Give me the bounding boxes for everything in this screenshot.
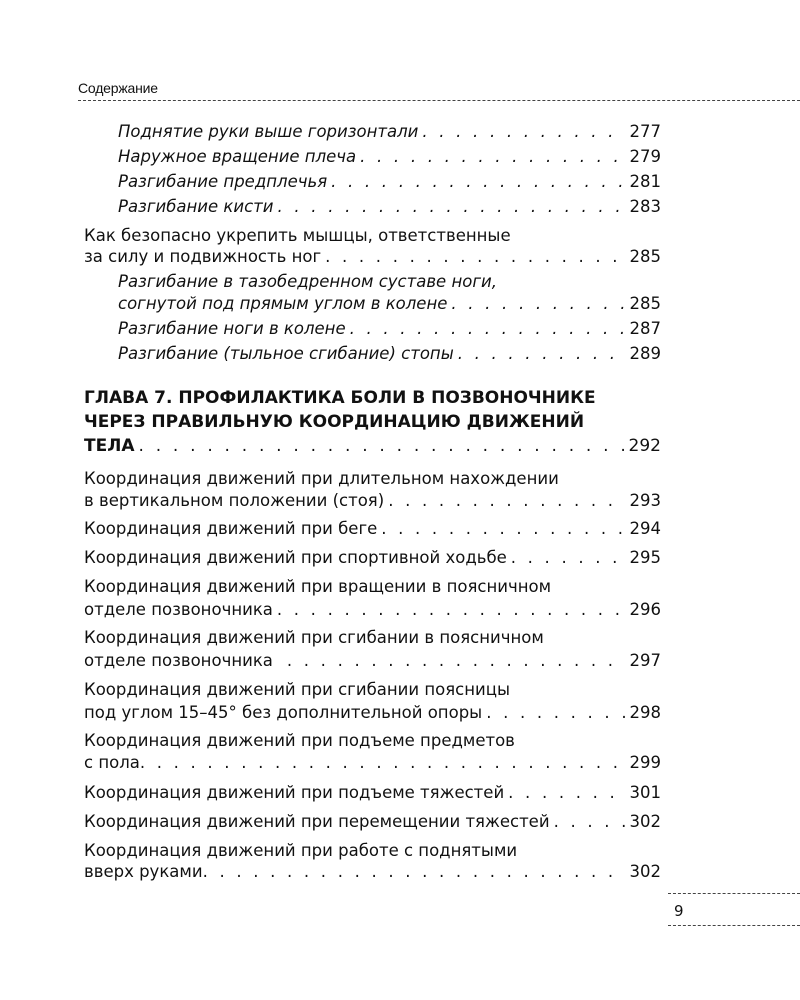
toc-entry-title: Разгибание ноги в колене (118, 319, 346, 338)
toc-page-number: 302 (629, 862, 661, 881)
header-divider (78, 100, 800, 101)
leader-dots (140, 753, 626, 773)
toc-entry-title: Разгибание кисти (118, 197, 274, 216)
toc-entry-title: Координация движений при перемещении тяжестей (84, 812, 550, 831)
toc-page-number: 289 (629, 344, 661, 363)
toc-page-number: 283 (629, 197, 661, 216)
toc-entry[interactable] (84, 651, 661, 671)
leader-dots (388, 491, 625, 511)
toc-entry-title: в вертикальном положении (стоя) (84, 491, 385, 510)
toc-entry-title: с пола (84, 753, 140, 772)
toc-entry-title-line1: Координация движений при сгибании в поясничном (84, 628, 544, 647)
toc-page-number: 293 (629, 491, 661, 510)
toc-entry-title: Разгибание предплечья (118, 172, 328, 191)
leader-dots (139, 436, 625, 456)
leader-dots (331, 172, 625, 192)
toc-entry-title-line1: Как безопасно укрепить мышцы, ответственные (84, 226, 511, 245)
leader-dots (360, 147, 625, 167)
toc-entry[interactable] (84, 247, 661, 267)
toc-entry-title-line1: Координация движений при сгибании поясницы (84, 680, 510, 699)
toc-entry-title: ТЕЛА (84, 436, 135, 456)
toc-page-number: 277 (629, 122, 661, 141)
toc-page-number: 299 (629, 753, 661, 772)
toc-entry[interactable] (118, 197, 661, 217)
leader-dots (325, 247, 625, 267)
toc-page-number: 292 (628, 436, 661, 456)
toc-entry-title: за силу и подвижность ног (84, 247, 322, 266)
leader-dots (554, 812, 626, 832)
leader-dots (422, 122, 625, 142)
toc-entry[interactable] (118, 319, 661, 339)
leader-dots (287, 651, 626, 671)
toc-entry-title-line1: Координация движений при подъеме предметов (84, 731, 515, 750)
toc-entry-title-line1: Разгибание в тазобедренном суставе ноги, (118, 272, 497, 291)
toc-entry-title: согнутой под прямым углом в колене (118, 294, 448, 313)
chapter-title-line2: ЧЕРЕЗ ПРАВИЛЬНУЮ КООРДИНАЦИЮ ДВИЖЕНИЙ (84, 412, 585, 432)
toc-entry-title-line1: Координация движений при работе с поднятыми (84, 841, 518, 860)
toc-entry-title: отделе позвоночника (84, 651, 273, 670)
toc-entry[interactable] (118, 172, 661, 192)
toc-entry[interactable] (84, 519, 661, 539)
toc-entry[interactable] (118, 147, 661, 167)
footer-divider-bottom (668, 925, 800, 926)
toc-entry[interactable] (84, 862, 661, 882)
toc-page-number: 285 (629, 247, 661, 266)
toc-entry[interactable] (84, 753, 661, 773)
toc-page-number: 279 (629, 147, 661, 166)
running-header: Содержание (78, 80, 158, 96)
toc-entry-title: Разгибание (тыльное сгибание) стопы (118, 344, 454, 363)
toc-entry-title: вверх руками (84, 862, 203, 881)
toc-entry-title-line1: Координация движений при длительном нахождении (84, 469, 559, 488)
leader-dots (486, 703, 625, 723)
footer-divider-top (668, 893, 800, 894)
leader-dots (508, 783, 625, 803)
leader-dots (203, 862, 626, 882)
toc-entry-title: Координация движений при спортивной ходьбе (84, 548, 507, 567)
toc-entry[interactable] (84, 703, 661, 723)
toc-entry[interactable] (84, 783, 661, 803)
toc-entry[interactable] (118, 344, 661, 364)
toc-entry[interactable] (84, 600, 661, 620)
leader-dots (511, 548, 626, 568)
toc-page-number: 296 (629, 600, 661, 619)
toc-entry-title: Поднятие руки выше горизонтали (118, 122, 419, 141)
toc-entry-title: Координация движений при беге (84, 519, 378, 538)
chapter-title-line1: ГЛАВА 7. ПРОФИЛАКТИКА БОЛИ В ПОЗВОНОЧНИКЕ (84, 388, 596, 408)
toc-entry[interactable] (84, 548, 661, 568)
leader-dots (381, 519, 625, 539)
toc-entry-title: Координация движений при подъеме тяжестей (84, 783, 505, 802)
leader-dots (350, 319, 626, 339)
leader-dots (278, 197, 626, 217)
page-number: 9 (674, 902, 684, 920)
leader-dots (451, 294, 625, 314)
toc-entry-title-line1: Координация движений при вращении в поясничном (84, 577, 552, 596)
toc-page-number: 298 (629, 703, 661, 722)
toc-page-number: 294 (629, 519, 661, 538)
toc-entry[interactable] (118, 294, 661, 314)
toc-page-number: 301 (629, 783, 661, 802)
toc-page-number: 285 (629, 294, 661, 313)
toc-page-number: 302 (629, 812, 661, 831)
toc-page-number: 297 (629, 651, 661, 670)
toc-entry-title: отделе позвоночника (84, 600, 273, 619)
leader-dots (277, 600, 626, 620)
leader-dots (458, 344, 626, 364)
toc-page-number: 287 (629, 319, 661, 338)
toc-page-number: 281 (629, 172, 661, 191)
toc-entry[interactable] (84, 812, 661, 832)
toc-entry-title: Наружное вращение плеча (118, 147, 357, 166)
toc-entry-title: под углом 15–45° без дополнительной опоры (84, 703, 483, 722)
toc-entry[interactable] (84, 491, 661, 511)
toc-entry[interactable] (118, 122, 661, 142)
toc-chapter-entry[interactable] (84, 436, 661, 456)
toc-page-number: 295 (629, 548, 661, 567)
